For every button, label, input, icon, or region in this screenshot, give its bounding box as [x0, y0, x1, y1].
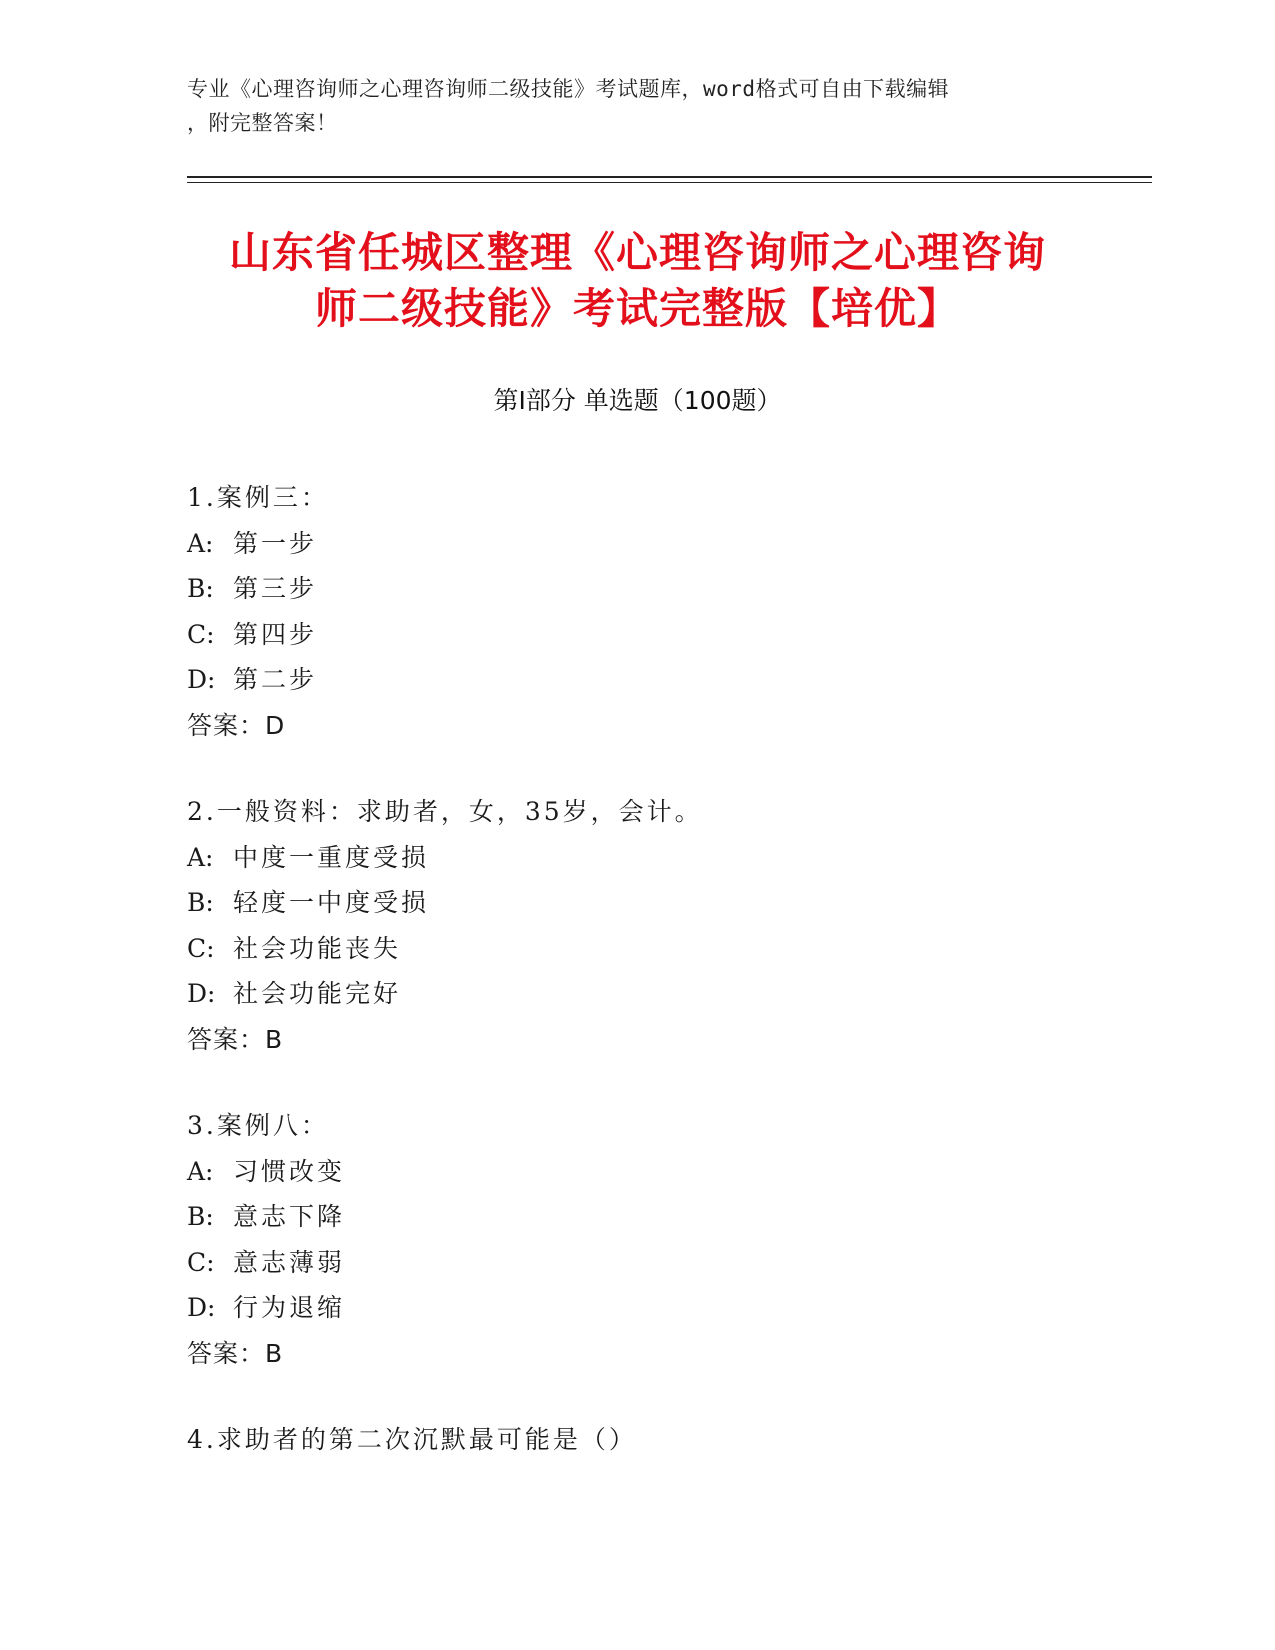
- header-note: [187, 72, 1087, 140]
- option-label: C:: [187, 933, 215, 963]
- option-text: 轻度一中度受损: [233, 888, 430, 917]
- question-stem: 2.一般资料：求助者，女，35岁，会计。: [187, 797, 703, 826]
- option-label: C:: [187, 619, 215, 649]
- option-label: C:: [187, 1247, 215, 1277]
- document-title-line-2: 师二级技能》考试完整版【培优】: [314, 284, 960, 333]
- option-text: 第四步: [233, 619, 318, 649]
- option-text: 习惯改变: [233, 1156, 346, 1186]
- option-c: [187, 612, 1087, 658]
- option-text: 第二步: [233, 665, 318, 694]
- question-2: [187, 789, 1087, 1062]
- question-stem: 4.求助者的第二次沉默最可能是（）: [187, 1425, 637, 1454]
- answer-line: 答案：B: [187, 1024, 284, 1054]
- answer-line: 答案：B: [187, 1338, 284, 1368]
- option-a: [187, 521, 1087, 567]
- option-label: D:: [187, 1293, 216, 1322]
- option-label: D:: [187, 665, 216, 694]
- header-note-line-1: 专业《心理咨询师之心理咨询师二级技能》考试题库，word格式可自由下载编辑: [187, 77, 950, 101]
- section-heading: 第Ⅰ部分 单选题（100题）: [493, 386, 782, 415]
- document-title: [160, 225, 1115, 337]
- option-b: [187, 880, 1087, 926]
- option-label: D:: [187, 979, 216, 1008]
- header-rule-thick: [187, 176, 1152, 178]
- document-title-line-1: 山东省任城区整理《心理咨询师之心理咨询: [228, 228, 1046, 277]
- option-text: 社会功能丧失: [233, 933, 402, 963]
- option-text: 中度一重度受损: [233, 842, 430, 872]
- option-c: [187, 926, 1087, 972]
- question-4: [187, 1417, 1087, 1463]
- option-b: [187, 1194, 1087, 1240]
- option-a: [187, 835, 1087, 881]
- option-d: [187, 657, 1087, 703]
- question-list: [187, 475, 1087, 1504]
- option-label: A:: [187, 1156, 214, 1186]
- option-text: 意志薄弱: [233, 1247, 346, 1277]
- option-a: [187, 1149, 1087, 1195]
- option-c: [187, 1240, 1087, 1286]
- option-b: [187, 566, 1087, 612]
- option-text: 第三步: [233, 574, 318, 603]
- option-label: B:: [187, 888, 214, 917]
- option-d: [187, 1285, 1087, 1331]
- option-label: A:: [187, 842, 214, 872]
- header-note-line-2: ，附完整答案！: [187, 111, 338, 135]
- question-stem: 1.案例三：: [187, 483, 329, 512]
- option-text: 社会功能完好: [233, 979, 402, 1008]
- option-label: B:: [187, 1202, 214, 1231]
- option-label: B:: [187, 574, 214, 603]
- header-rule-thin: [187, 182, 1152, 183]
- option-label: A:: [187, 528, 214, 558]
- question-3: [187, 1103, 1087, 1376]
- option-text: 意志下降: [233, 1202, 346, 1231]
- option-text: 第一步: [233, 528, 318, 558]
- option-d: [187, 971, 1087, 1017]
- question-stem: 3.案例八：: [187, 1111, 329, 1140]
- option-text: 行为退缩: [233, 1293, 346, 1322]
- question-1: [187, 475, 1087, 748]
- answer-line: 答案：D: [187, 710, 286, 740]
